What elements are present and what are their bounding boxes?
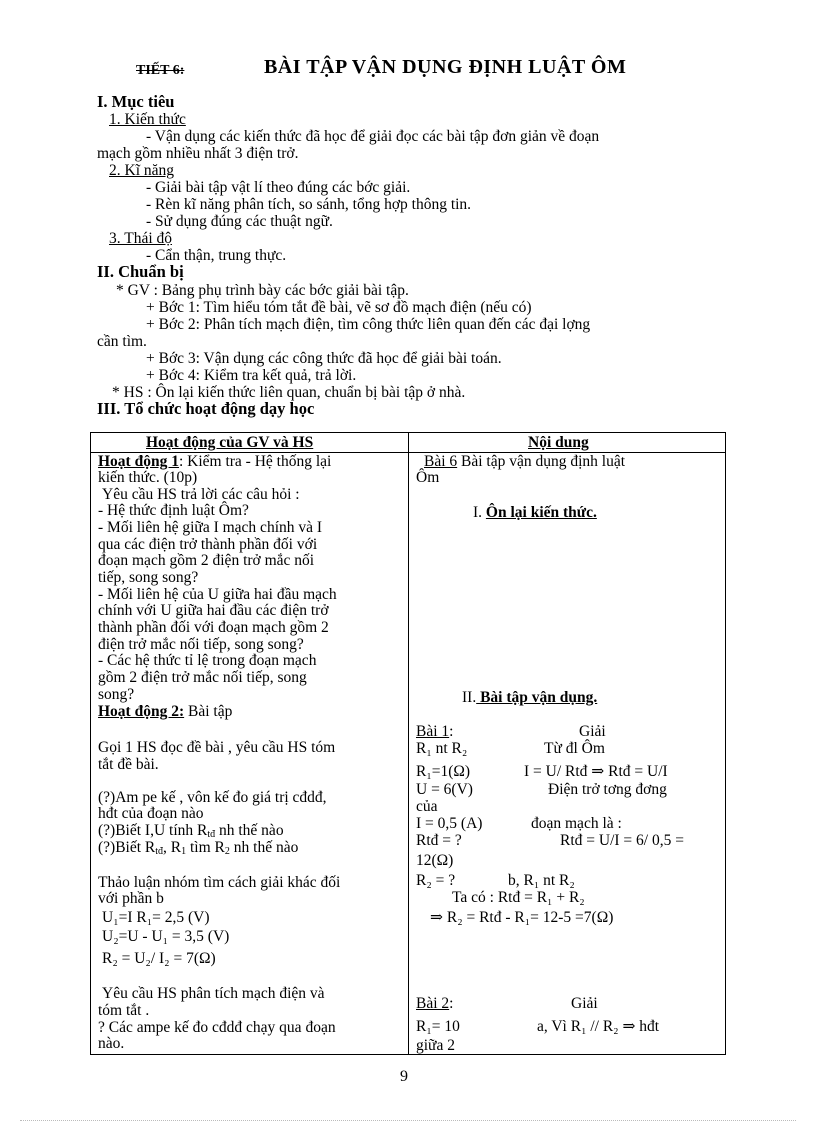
exercise-1-label-text: Bài 1 xyxy=(416,723,450,740)
skills-heading xyxy=(109,162,174,179)
gv-prep: * GV : Bảng phụ trình bày các bớc giải bài tập. xyxy=(116,282,409,299)
attitude-line-1: - Cẩn thận, trung thực. xyxy=(146,247,287,264)
ex2-given-2: giữa 2 xyxy=(416,1037,455,1054)
review-heading xyxy=(473,505,597,522)
ex1-given-5: I = 0,5 (A) xyxy=(416,815,483,832)
ex1-given-8: R₂ = ? xyxy=(416,872,456,889)
prompt-1-line-1: Gọi 1 HS đọc đề bài , yêu cầu HS tóm xyxy=(98,739,336,756)
prompt-6-line-2: tóm tắt . xyxy=(98,1002,150,1019)
question-3-line-4: điện trở mắc nối tiếp, song song? xyxy=(98,636,304,653)
ex1-given-4: của xyxy=(416,798,438,815)
exercise-heading-text: Bài tập vận dụng. xyxy=(476,689,598,706)
ex1-solve-10: ⇒ R₂ = Rtđ - R₁= 12-5 =7(Ω) xyxy=(430,909,614,926)
step-4: + Bớc 4: Kiểm tra kết quả, trả lời. xyxy=(146,367,357,384)
step-1: + Bớc 1: Tìm hiểu tóm tắt đề bài, vẽ sơ đồ mạch điện (nếu có) xyxy=(146,299,532,316)
hs-prep: * HS : Ôn lại kiến thức liên quan, chuẩn bị bài tập ở nhà. xyxy=(112,384,466,401)
question-4-line-2: gồm 2 điện trở mắc nối tiếp, song xyxy=(98,669,307,686)
ex1-solve-1: Từ đl Ôm xyxy=(544,740,605,757)
exercise-2-label-text: Bài 2 xyxy=(416,995,450,1012)
prompt-7-line-1: ? Các ampe kế đo cđdđ chạy qua đoạn xyxy=(98,1019,336,1036)
prompt-7-line-2: nào. xyxy=(98,1035,125,1052)
page-number: 9 xyxy=(400,1068,408,1085)
activity-2-label: Hoạt động 2: xyxy=(98,703,185,720)
prompt-5-line-1: Thảo luận nhóm tìm cách giải khác đối xyxy=(98,874,341,891)
ex2-given-1: R₁= 10 xyxy=(416,1018,460,1035)
attitude-heading-text: 3. Thái độ xyxy=(109,230,172,247)
lesson-6-rest: Bài tập vận dụng định luật xyxy=(457,453,626,470)
prompt-4-d: nh thế nào xyxy=(229,839,299,856)
ex1-given-2: R₁=1(Ω) xyxy=(416,763,471,780)
attitude-heading xyxy=(109,230,172,247)
section-3-heading: III. Tổ chức hoạt động dạy học xyxy=(97,399,315,418)
prompt-4-sub-3: 2 xyxy=(224,846,230,857)
exercise-1-colon: : xyxy=(449,723,454,740)
prompt-4 xyxy=(98,840,298,861)
question-3-line-3: thành phần đối với đoạn mạch gồm 2 xyxy=(98,619,329,636)
prompt-3-text: (?)Biết I,U tính R xyxy=(98,822,208,839)
prompt-2-line-2: hđt của đoạn nào xyxy=(98,805,204,822)
exercise-1-solution: Giải xyxy=(579,723,606,740)
ex1-solve-6: Rtđ = U/I = 6/ 0,5 = xyxy=(560,832,684,849)
ex1-solve-7: 12(Ω) xyxy=(416,852,454,869)
questions-intro: Yêu cầu HS trả lời các câu hỏi : xyxy=(102,486,300,503)
ex1-solve-3: Điện trở tơng đơng xyxy=(548,781,667,798)
question-2-line-3: đoạn mạch gồm 2 điện trở mắc nối xyxy=(98,552,315,569)
exercise-2-colon: : xyxy=(449,995,454,1012)
exercise-heading-num: II. xyxy=(462,689,477,706)
question-4-line-3: song? xyxy=(98,686,135,703)
exercise-heading xyxy=(462,690,597,707)
prompt-5-line-2: với phần b xyxy=(98,890,164,907)
ex1-given-1: R₁ nt R₂ xyxy=(416,740,468,757)
step-2-cont: cần tìm. xyxy=(97,333,147,350)
skills-line-2: - Rèn kĩ năng phân tích, so sánh, tổng hợp thông tin. xyxy=(146,196,472,213)
skills-heading-text: 2. Kĩ năng xyxy=(109,162,175,179)
prompt-2-line-1: (?)Am pe kế , vôn kế đo giá trị cđdđ, xyxy=(98,789,327,806)
lesson-number: TIẾT 6: xyxy=(136,63,185,78)
question-2-line-4: tiếp, song song? xyxy=(98,569,199,586)
ex1-solve-2: I = U/ Rtđ ⇒ Rtđ = U/I xyxy=(524,763,668,780)
ex2-solve-1: a, Vì R₁ // R₂ ⇒ hđt xyxy=(537,1018,660,1035)
ex1-given-6: Rtđ = ? xyxy=(416,832,462,849)
knowledge-line-2: mạch gồm nhiều nhất 3 điện trở. xyxy=(97,145,299,162)
formula-1: U₁=I R₁= 2,5 (V) xyxy=(102,909,210,926)
prompt-3-end: nh thế nào xyxy=(215,822,284,839)
activity-1-rest: : Kiểm tra - Hệ thống lại xyxy=(178,453,332,470)
table-header-left: Hoạt động của GV và HS xyxy=(146,434,314,451)
ex1-solve-9: Ta có : Rtđ = R₁ + R₂ xyxy=(452,889,585,906)
ex1-solve-5: đoạn mạch là : xyxy=(531,815,622,832)
page-bottom-border xyxy=(20,1120,796,1121)
question-4-line-1: - Các hệ thức tỉ lệ trong đoạn mạch xyxy=(98,652,317,669)
prompt-4-c: tìm R xyxy=(186,839,225,856)
exercise-1-label xyxy=(416,724,453,741)
question-2-line-2: qua các điện trở thành phần đối với xyxy=(98,536,318,553)
prompt-4-sub-1: tđ xyxy=(155,846,164,857)
page-title: BÀI TẬP VẬN DỤNG ĐỊNH LUẬT ÔM xyxy=(264,56,627,78)
formula-3: R₂ = U₂/ I₂ = 7(Ω) xyxy=(102,950,216,967)
question-2-line-1: - Mối liên hệ giữa I mạch chính và I xyxy=(98,519,323,536)
step-2: + Bớc 2: Phân tích mạch điện, tìm công thức liên quan đến các đại lợng xyxy=(146,316,591,333)
ex1-solve-8: b, R₁ nt R₂ xyxy=(508,872,575,889)
lesson-6-line-2: Ôm xyxy=(416,469,440,486)
table-header-right: Nội dung xyxy=(528,434,589,451)
table-column-divider xyxy=(408,432,409,1055)
formula-2: U₂=U - U₁ = 3,5 (V) xyxy=(102,928,230,945)
knowledge-line-1: - Vận dụng các kiến thức đã học để giải đọc các bài tập đơn giản về đoạn xyxy=(146,128,600,145)
prompt-3-sub: tđ xyxy=(207,829,216,840)
step-3: + Bớc 3: Vận dụng các công thức đã học để giải bài toán. xyxy=(146,350,502,367)
activity-1-line-2: kiến thức. (10p) xyxy=(98,469,198,486)
lesson-6-label: Bài 6 xyxy=(424,453,458,470)
activity-2-title xyxy=(98,704,232,721)
prompt-4-b: , R xyxy=(163,839,182,856)
prompt-4-sub-2: 1 xyxy=(181,846,187,857)
ex1-given-3: U = 6(V) xyxy=(416,781,473,798)
skills-line-3: - Sử dụng đúng các thuật ngữ. xyxy=(146,213,333,230)
lesson-6-title xyxy=(424,454,625,471)
exercise-2-solution: Giải xyxy=(571,995,598,1012)
question-1: - Hệ thức định luật Ôm? xyxy=(98,502,249,519)
section-2-heading: II. Chuẩn bị xyxy=(97,262,184,281)
knowledge-heading-text: 1. Kiến thức xyxy=(109,111,186,128)
prompt-1-line-2: tắt đề bài. xyxy=(98,756,159,773)
question-3-line-1: - Mối liên hệ của U giữa hai đầu mạch xyxy=(98,586,337,603)
review-heading-num: I. xyxy=(473,504,486,521)
review-heading-text: Ôn lại kiến thức. xyxy=(485,504,597,521)
prompt-6-line-1: Yêu cầu HS phân tích mạch điện và xyxy=(102,985,325,1002)
section-1-heading: I. Mục tiêu xyxy=(97,92,175,111)
prompt-4-a: (?)Biết R xyxy=(98,839,156,856)
activity-1-label: Hoạt động 1 xyxy=(98,453,179,470)
exercise-2-label xyxy=(416,996,453,1013)
activity-2-rest: Bài tập xyxy=(184,703,233,720)
question-3-line-2: chính với U giữa hai đầu các điện trở xyxy=(98,602,329,619)
skills-line-1: - Giải bài tập vật lí theo đúng các bớc giải. xyxy=(146,179,411,196)
knowledge-heading xyxy=(109,111,186,128)
